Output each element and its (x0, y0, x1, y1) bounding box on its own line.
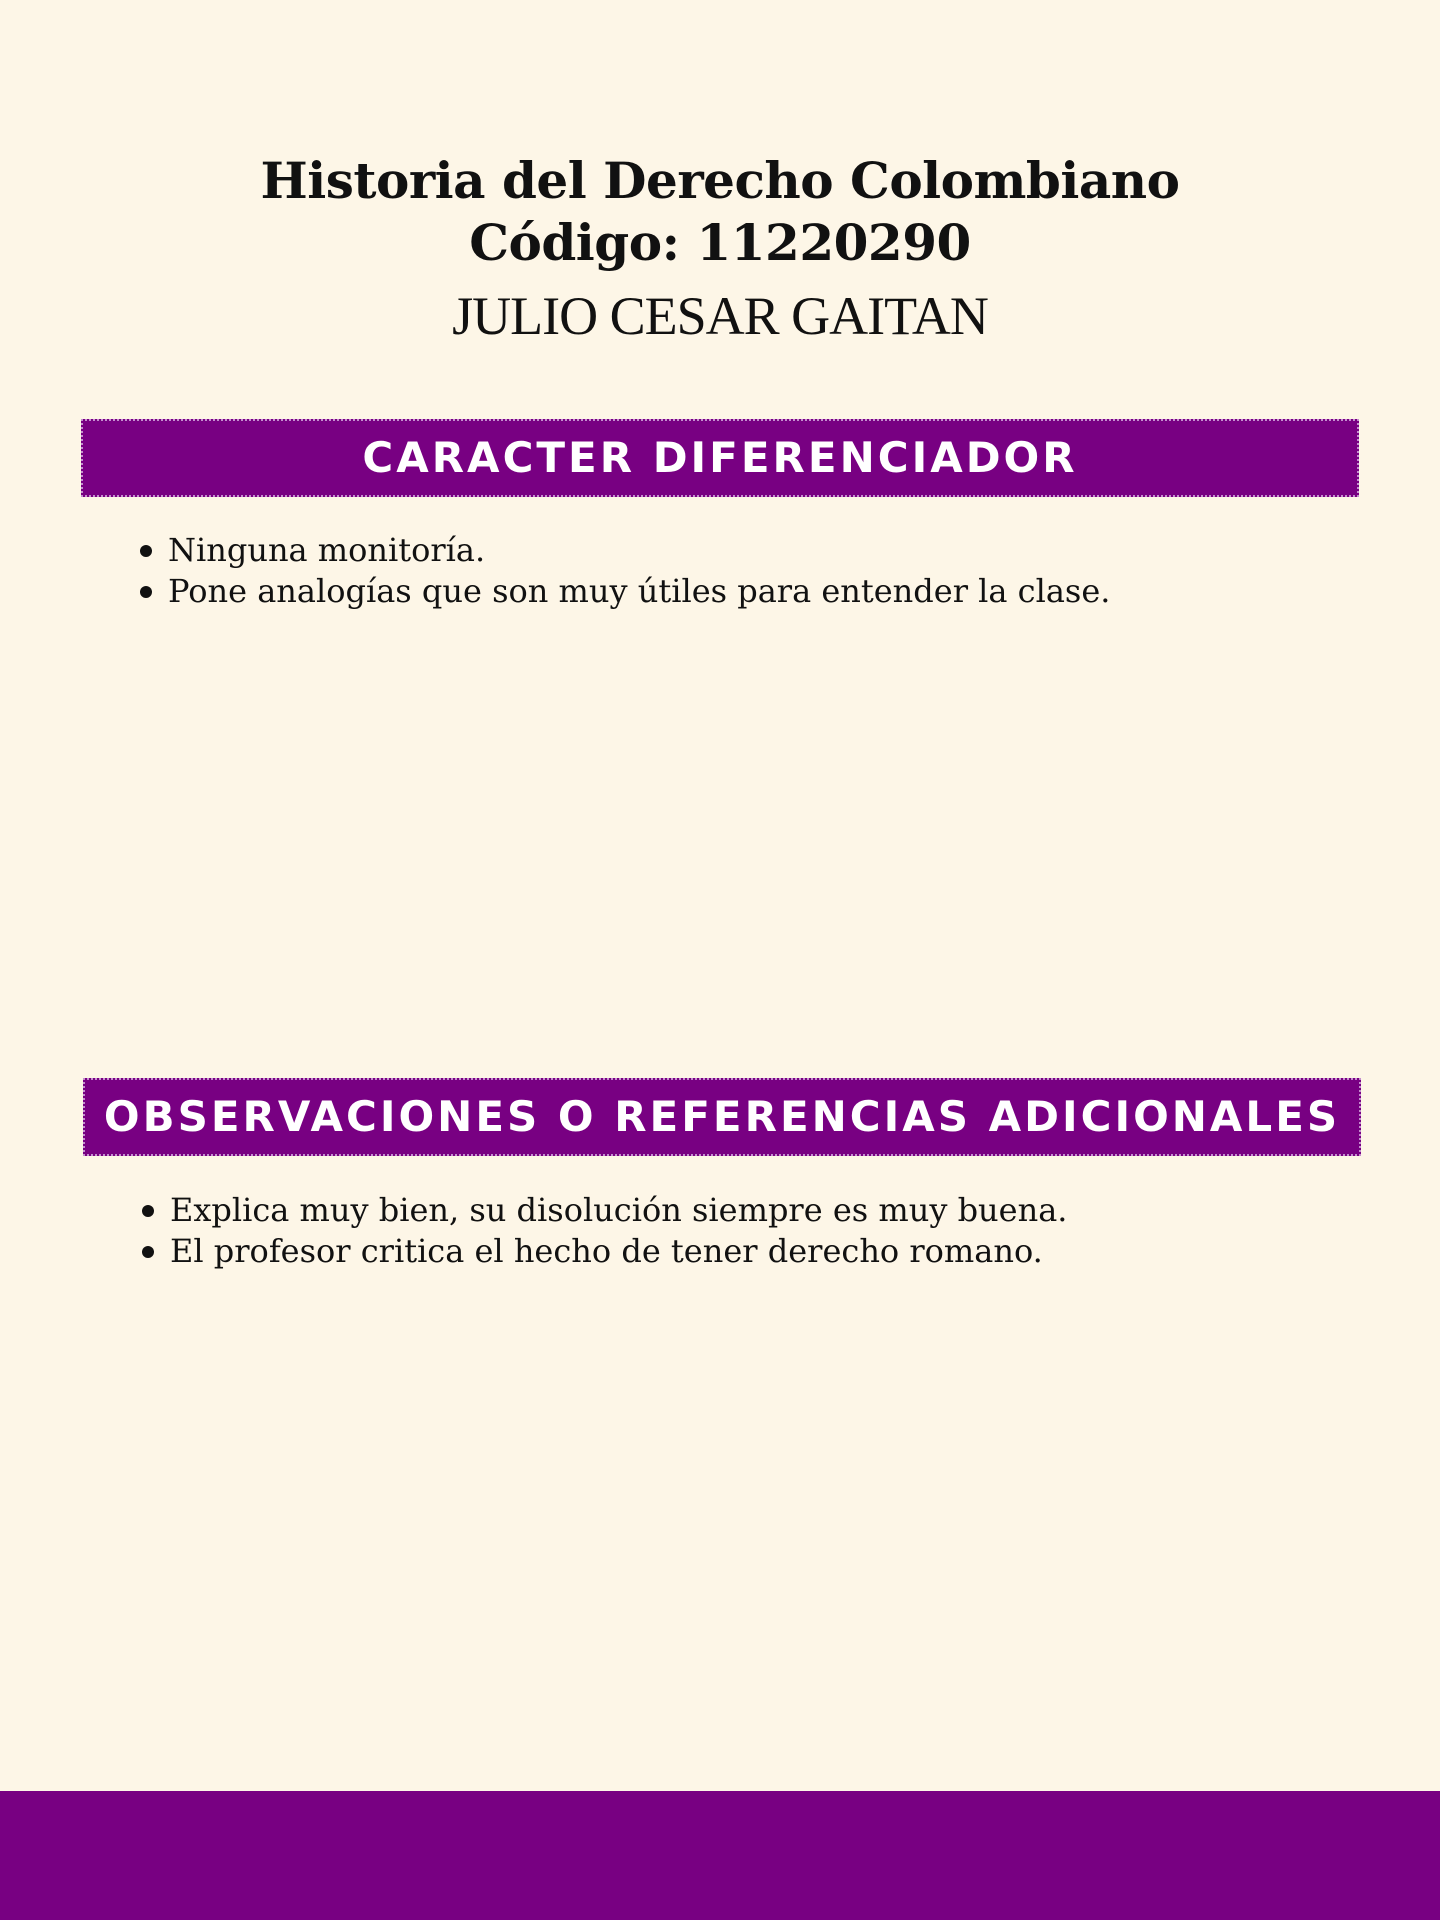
observaciones-list (140, 1190, 1067, 1272)
section-heading-observaciones: OBSERVACIONES O REFERENCIAS ADICIONALES (83, 1078, 1361, 1156)
course-code: Código: 11220290 (469, 213, 971, 272)
document-header (0, 150, 1440, 348)
list-item: Ninguna monitoría. (138, 530, 1110, 571)
list-item: El profesor critica el hecho de tener derecho romano. (140, 1231, 1067, 1272)
footer-bar (0, 1791, 1440, 1920)
list-item: Pone analogías que son muy útiles para entender la clase. (138, 571, 1110, 612)
list-item: Explica muy bien, su disolución siempre es muy buena. (140, 1190, 1067, 1231)
course-title: Historia del Derecho Colombiano (260, 151, 1180, 210)
professor-name: JULIO CESAR GAITAN (452, 286, 988, 346)
section-heading-caracter-diferenciador: CARACTER DIFERENCIADOR (81, 419, 1359, 497)
caracter-diferenciador-list (138, 530, 1110, 612)
